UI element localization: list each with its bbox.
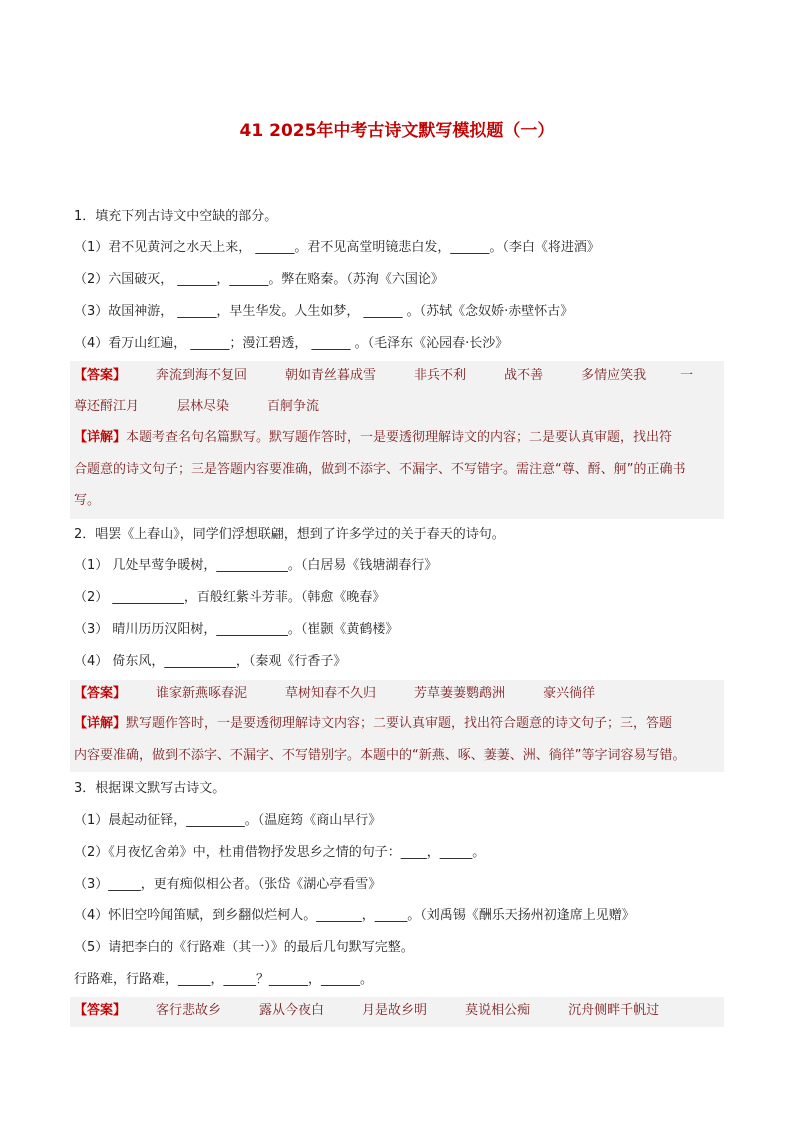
q2-detail-line: 默写题作答时，一是要透彻理解诗文内容；二要认真审题，找出符合题意的诗文句子；三，答题 [126,716,673,731]
q1-item-4: （4）看万山红遍， ______；漫江碧透， ______ 。（毛泽东《沁园春·长沙》 [74,336,509,351]
q1-stem: 1．填充下列古诗文中空缺的部分。 [74,209,278,224]
q3-item-1: （1）晨起动征铎，_________。（温庭筠《商山早行》 [74,813,382,828]
q2-stem: 2．唱罢《上春山》，同学们浮想联翩，想到了许多学过的关于春天的诗句。 [74,527,505,542]
q2-answer: 芳草萋萋鹦鹉洲 [414,686,506,701]
q1-answer: 战不善 [504,368,544,383]
q1-answer: 朝如青丝暮成雪 [285,368,377,383]
q1-answer-label: 【答案】 [74,368,127,383]
q2-answer-block [70,680,724,710]
q2-item-4: （4） 倚东风，___________，（秦观《行香子》 [74,654,347,669]
q3-answer: 沉舟侧畔千帆过 [568,1003,660,1018]
q3-answer: 客行悲故乡 [156,1003,222,1018]
q1-answer: 非兵不利 [414,368,467,383]
q1-answer: 奔流到海不复回 [156,368,248,383]
q3-answer: 月是故乡明 [362,1003,428,1018]
q3-answer-block [70,997,724,1027]
q1-detail-line: 写。 [74,493,101,508]
q1-detail-label: 【详解】 [74,430,127,445]
q1-answer: 层林尽染 [177,399,230,414]
q3-answer: 莫说相公痴 [465,1003,531,1018]
q3-item-2: （2）《月夜忆舍弟》中，杜甫借物抒发思乡之情的句子：____，_____。 [74,845,486,860]
q2-answer-label: 【答案】 [74,686,127,701]
q2-detail-block [70,710,724,772]
q1-answer: 百舸争流 [267,399,320,414]
q1-detail-line: 本题考查名句名篇默写。默写题作答时，一是要透彻理解诗文的内容；二是要认真审题，找出符 [126,430,673,445]
q2-item-2: （2） ___________，百般红紫斗芳菲。（韩愈《晚春》 [74,590,386,605]
q3-item-3: （3）_____，更有痴似相公者。（张岱《湖心亭看雪》 [74,877,382,892]
q2-item-3: （3） 晴川历历汉阳树，___________。（崔颢《黄鹤楼》 [74,622,399,637]
q1-detail-line: 合题意的诗文句子；三是答题内容要准确，做到不添字、不漏字、不写错字。需注意“尊、酹、舸”的正确书 [74,462,686,477]
q3-item-4: （4）怀旧空吟闻笛赋，到乡翻似烂柯人。_______，_____。（刘禹锡《酬乐天扬州初逢席上见赠》 [74,908,635,923]
q1-answer: 一 [680,368,694,383]
q1-item-2: （2）六国破灭， ______，______。弊在赂秦。（苏洵《六国论》 [74,272,444,287]
q3-item-5: （5）请把李白的《行路难（其一）》的最后几句默写完整。 [74,940,414,955]
q2-answer: 草树知春不久归 [285,686,377,701]
q2-answer: 豪兴徜徉 [543,686,596,701]
q1-answer: 尊还酹江月 [74,399,140,414]
q3-item-6: 行路难，行路难，_____，_____？______，______。 [74,972,374,987]
page-title: 41 2025年中考古诗文默写模拟题（一） [239,121,555,141]
q1-answer-block [70,361,724,425]
q3-answer-label: 【答案】 [74,1003,127,1018]
q2-answer: 谁家新燕啄春泥 [156,686,248,701]
q1-item-1: （1）君不见黄河之水天上来， ______。君不见高堂明镜悲白发，______。（李白《将进酒》 [74,240,600,255]
q3-stem: 3．根据课文默写古诗文。 [74,781,226,796]
q1-answer: 多情应笑我 [581,368,647,383]
q2-item-1: （1） 几处早莺争暖树，___________。（白居易《钱塘湖春行》 [74,558,438,573]
q2-detail-line: 内容要准确，做到不添字、不漏字、不写错别字。本题中的“新燕、啄、萋萋、洲、徜徉”等字词容易写错。 [74,748,686,763]
q2-detail-label: 【详解】 [74,716,127,731]
q1-item-3: （3）故国神游， ______，早生华发。人生如梦， ______ 。（苏轼《念奴娇·赤壁怀古》 [74,304,574,319]
q3-answer: 露从今夜白 [259,1003,325,1018]
q1-detail-block [70,425,724,519]
